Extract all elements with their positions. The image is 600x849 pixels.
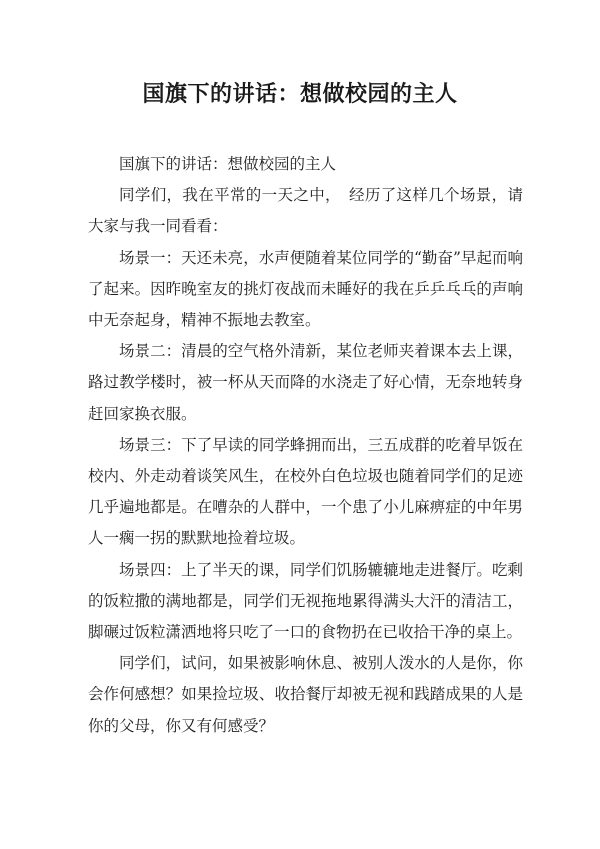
paragraph-question: 同学们，试问，如果被影响休息、被别人泼水的人是你，你会作何感想？如果捡垃圾、收拾餐厅却被无视和践踏成果的人是你的父母，你又有何感受？ (88, 654, 523, 735)
paragraph-scene-three: 场景三：下了早读的同学蜂拥而出，三五成群的吃着早饭在校内、外走动着谈笑风生，在校外白色垃圾也随着同学们的足迹几乎遍地都是。在嘈杂的人群中，一个患了小儿麻痹症的中年男人一瘸一拐的默默地捡着垃圾。 (88, 435, 523, 548)
paragraph-scene-one: 场景一：天还未亮，水声便随着某位同学的“勤奋”早起而响了起来。因昨晚室友的挑灯夜战而未睡好的我在乒乒乓乓的声响中无奈起身，精神不振地去教室。 (88, 248, 523, 330)
paragraph-scene-two: 场景二：清晨的空气格外清新，某位老师夹着课本去上课，路过教学楼时，被一杯从天而降的水浇走了好心情，无奈地转身赶回家换衣服。 (88, 342, 523, 423)
document-body (88, 149, 523, 742)
paragraph-scene-four: 场景四：上了半天的课，同学们饥肠辘辘地走进餐厅。吃剩的饭粒撒的满地都是，同学们无视拖地累得满头大汗的清洁工，脚碾过饭粒潇洒地将只吃了一口的食物扔在已收拾干净的桌上。 (88, 560, 523, 642)
paragraph-subtitle: 国旗下的讲话：想做校园的主人 (119, 155, 337, 173)
document-title: 国旗下的讲话：想做校园的主人 (142, 81, 458, 107)
paragraph-greeting: 同学们，我在平常的一天之中， 经历了这样几个场景，请大家与我一同看看： (88, 186, 523, 236)
